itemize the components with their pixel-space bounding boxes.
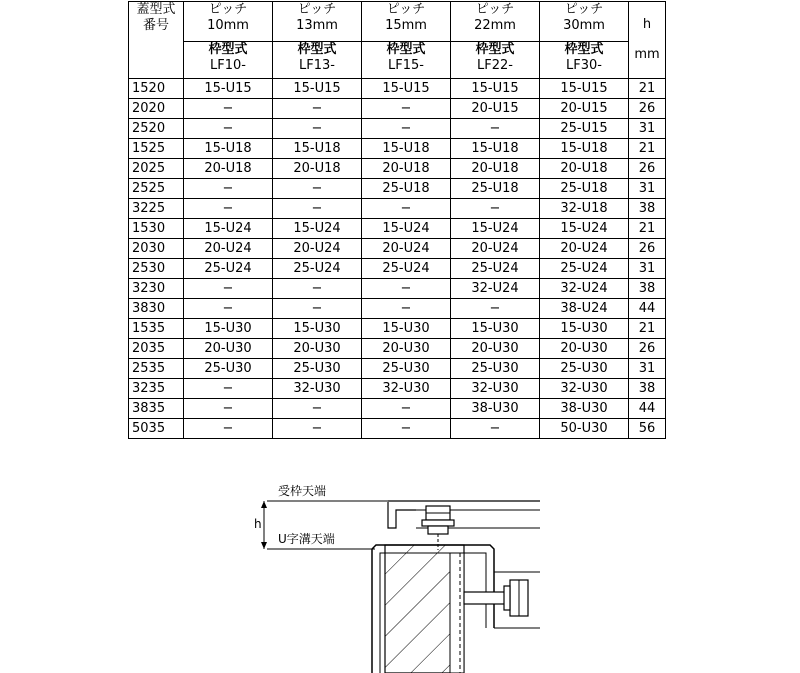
pitch-label: ピッチ — [564, 2, 604, 17]
frame-model-cell: 38-U30 — [540, 399, 629, 419]
type-no-header — [129, 2, 184, 79]
h-value-cell: 26 — [629, 239, 666, 259]
top-bolt-washer — [422, 520, 454, 526]
frame-model-cell: 32-U24 — [540, 279, 629, 299]
frame-model-cell: 15-U15 — [273, 79, 362, 99]
frame-model-cell: 15-U18 — [540, 139, 629, 159]
frame-model-cell: 25-U18 — [362, 179, 451, 199]
frame-model-cell: 20-U24 — [451, 239, 540, 259]
table-row — [129, 319, 666, 339]
frame-top-label: 受枠天端 — [278, 484, 327, 498]
h-value-cell: 21 — [629, 139, 666, 159]
frame-model-cell: 25-U18 — [451, 179, 540, 199]
frame-model-cell: 15-U15 — [540, 79, 629, 99]
frame-model-cell: 20-U30 — [540, 339, 629, 359]
frame-model-cell: 25-U30 — [451, 359, 540, 379]
frame-model-cell: − — [362, 419, 451, 439]
frame-model-cell: 15-U18 — [273, 139, 362, 159]
frame-model-cell: 15-U18 — [451, 139, 540, 159]
frame-model-cell: 15-U30 — [273, 319, 362, 339]
table-row — [129, 139, 666, 159]
h-value-cell: 56 — [629, 419, 666, 439]
table-row — [129, 359, 666, 379]
frame-value: LF22- — [477, 58, 513, 73]
frame-model-cell: 32-U30 — [362, 379, 451, 399]
frame-model-cell: 20-U24 — [362, 239, 451, 259]
type-no-cell: 2520 — [129, 119, 184, 139]
frame-value: LF15- — [388, 58, 424, 73]
frame-model-cell: − — [273, 179, 362, 199]
pitch-header-5 — [540, 2, 629, 42]
frame-model-cell: − — [184, 399, 273, 419]
table-row — [129, 339, 666, 359]
h-label: h — [642, 17, 652, 32]
frame-model-cell: 15-U24 — [540, 219, 629, 239]
type-no-cell: 2535 — [129, 359, 184, 379]
table-row — [129, 399, 666, 419]
table-row — [129, 299, 666, 319]
pitch-value: 10mm — [207, 18, 249, 33]
type-no-cell: 1520 — [129, 79, 184, 99]
h-dim-label: h — [254, 517, 262, 531]
frame-model-cell: 20-U15 — [540, 99, 629, 119]
frame-model-cell: − — [273, 299, 362, 319]
frame-value: LF10- — [210, 58, 246, 73]
type-no-line-1: 蓋型式 — [136, 2, 176, 17]
frame-model-cell: 20-U18 — [451, 159, 540, 179]
frame-model-cell: 20-U24 — [184, 239, 273, 259]
type-no-cell: 5035 — [129, 419, 184, 439]
frame-model-cell: − — [362, 399, 451, 419]
frame-model-cell: 32-U30 — [273, 379, 362, 399]
header-row-bottom — [129, 42, 666, 79]
type-no-cell: 1530 — [129, 219, 184, 239]
h-value-cell: 21 — [629, 319, 666, 339]
table-row — [129, 99, 666, 119]
frame-model-cell: 15-U30 — [540, 319, 629, 339]
frame-model-cell: − — [273, 119, 362, 139]
h-value-cell: 44 — [629, 399, 666, 419]
frame-model-cell: 32-U24 — [451, 279, 540, 299]
table-row — [129, 279, 666, 299]
type-no-line-2: 番号 — [142, 18, 169, 33]
table-row — [129, 119, 666, 139]
frame-header-5 — [540, 42, 629, 79]
frame-model-cell: − — [184, 119, 273, 139]
frame-model-cell: 50-U30 — [540, 419, 629, 439]
pitch-header-2 — [273, 2, 362, 42]
frame-model-cell: 25-U24 — [451, 259, 540, 279]
frame-model-cell: 15-U24 — [451, 219, 540, 239]
frame-model-cell: 25-U15 — [540, 119, 629, 139]
type-no-cell: 2525 — [129, 179, 184, 199]
frame-label: 枠型式 — [386, 42, 426, 57]
type-no-cell: 3230 — [129, 279, 184, 299]
table-row — [129, 159, 666, 179]
frame-model-cell: 15-U24 — [273, 219, 362, 239]
side-bolt-shaft — [464, 592, 510, 604]
table-row — [129, 179, 666, 199]
type-no-cell: 2025 — [129, 159, 184, 179]
frame-model-cell: − — [451, 119, 540, 139]
h-value-cell: 38 — [629, 379, 666, 399]
h-value-cell: 21 — [629, 79, 666, 99]
frame-model-cell: 25-U30 — [362, 359, 451, 379]
frame-model-cell: 25-U18 — [540, 179, 629, 199]
frame-model-cell: 20-U30 — [362, 339, 451, 359]
table-body — [129, 79, 666, 439]
table-row — [129, 259, 666, 279]
frame-model-cell: 20-U30 — [273, 339, 362, 359]
pitch-value: 30mm — [563, 18, 605, 33]
top-bolt-nut — [428, 526, 448, 534]
frame-model-cell: 25-U24 — [273, 259, 362, 279]
frame-model-cell: 32-U30 — [451, 379, 540, 399]
table-row — [129, 199, 666, 219]
frame-model-cell: − — [184, 99, 273, 119]
table-row — [129, 379, 666, 399]
frame-model-cell: − — [451, 199, 540, 219]
frame-model-cell: 38-U30 — [451, 399, 540, 419]
frame-model-cell: − — [273, 399, 362, 419]
frame-model-cell: 20-U18 — [540, 159, 629, 179]
frame-model-cell: − — [273, 419, 362, 439]
frame-model-cell: 20-U18 — [273, 159, 362, 179]
spec-table — [128, 1, 666, 439]
frame-angle — [388, 502, 416, 528]
h-unit: mm — [634, 47, 660, 62]
h-value-cell: 31 — [629, 259, 666, 279]
frame-model-cell: 38-U24 — [540, 299, 629, 319]
frame-model-cell: − — [273, 99, 362, 119]
frame-model-cell: − — [273, 279, 362, 299]
frame-model-cell: − — [451, 299, 540, 319]
h-value-cell: 26 — [629, 99, 666, 119]
frame-model-cell: 15-U30 — [451, 319, 540, 339]
frame-model-cell: − — [184, 419, 273, 439]
frame-value: LF30- — [566, 58, 602, 73]
frame-model-cell: 15-U30 — [184, 319, 273, 339]
frame-model-cell: 15-U18 — [184, 139, 273, 159]
frame-model-cell: 25-U24 — [184, 259, 273, 279]
h-value-cell: 26 — [629, 159, 666, 179]
frame-label: 枠型式 — [564, 42, 604, 57]
frame-model-cell: 20-U18 — [362, 159, 451, 179]
pitch-header-3 — [362, 2, 451, 42]
side-bolt-washer — [504, 586, 510, 610]
pitch-header-1 — [184, 2, 273, 42]
table-row — [129, 219, 666, 239]
type-no-cell: 3835 — [129, 399, 184, 419]
frame-model-cell: 32-U18 — [540, 199, 629, 219]
frame-model-cell: 15-U24 — [184, 219, 273, 239]
frame-model-cell: 25-U30 — [540, 359, 629, 379]
frame-header-2 — [273, 42, 362, 79]
h-value-cell: 31 — [629, 179, 666, 199]
h-value-cell: 44 — [629, 299, 666, 319]
table-row — [129, 419, 666, 439]
header-row-top — [129, 2, 666, 42]
h-value-cell: 21 — [629, 219, 666, 239]
type-no-cell: 2530 — [129, 259, 184, 279]
frame-model-cell: − — [184, 379, 273, 399]
type-no-cell: 1535 — [129, 319, 184, 339]
type-no-cell: 2020 — [129, 99, 184, 119]
pitch-label: ピッチ — [475, 2, 515, 17]
table-row — [129, 79, 666, 99]
frame-model-cell: − — [184, 199, 273, 219]
frame-model-cell: 15-U15 — [184, 79, 273, 99]
table-row — [129, 239, 666, 259]
pitch-header-4 — [451, 2, 540, 42]
frame-model-cell: 25-U24 — [540, 259, 629, 279]
frame-model-cell: − — [362, 119, 451, 139]
h-value-cell: 38 — [629, 199, 666, 219]
h-header — [629, 2, 666, 79]
type-no-cell: 2030 — [129, 239, 184, 259]
frame-model-cell: 20-U18 — [184, 159, 273, 179]
type-no-cell: 3830 — [129, 299, 184, 319]
frame-header-1 — [184, 42, 273, 79]
frame-model-cell: − — [184, 279, 273, 299]
h-value-cell: 26 — [629, 339, 666, 359]
frame-model-cell: 25-U24 — [362, 259, 451, 279]
frame-model-cell: − — [184, 299, 273, 319]
h-value-cell: 38 — [629, 279, 666, 299]
frame-label: 枠型式 — [297, 42, 337, 57]
pitch-label: ピッチ — [386, 2, 426, 17]
pitch-value: 22mm — [474, 18, 516, 33]
frame-model-cell: 20-U24 — [540, 239, 629, 259]
type-no-cell: 1525 — [129, 139, 184, 159]
pitch-label: ピッチ — [297, 2, 337, 17]
type-no-cell: 3225 — [129, 199, 184, 219]
pitch-value: 15mm — [385, 18, 427, 33]
frame-label: 枠型式 — [208, 42, 248, 57]
frame-model-cell: 20-U30 — [184, 339, 273, 359]
frame-model-cell: 20-U24 — [273, 239, 362, 259]
h-value-cell: 31 — [629, 359, 666, 379]
frame-model-cell: − — [451, 419, 540, 439]
frame-model-cell: − — [362, 199, 451, 219]
frame-header-3 — [362, 42, 451, 79]
h-arrow-top — [261, 501, 267, 508]
frame-model-cell: − — [273, 199, 362, 219]
frame-model-cell: − — [362, 279, 451, 299]
frame-model-cell: − — [362, 299, 451, 319]
frame-model-cell: 15-U15 — [451, 79, 540, 99]
frame-model-cell: 20-U15 — [451, 99, 540, 119]
frame-model-cell: 15-U30 — [362, 319, 451, 339]
frame-model-cell: − — [362, 99, 451, 119]
frame-model-cell: 25-U30 — [273, 359, 362, 379]
frame-model-cell: 20-U30 — [451, 339, 540, 359]
frame-header-4 — [451, 42, 540, 79]
frame-model-cell: 15-U15 — [362, 79, 451, 99]
frame-model-cell: 32-U30 — [540, 379, 629, 399]
channel-top-label: U字溝天端 — [278, 532, 335, 546]
frame-model-cell: 15-U18 — [362, 139, 451, 159]
frame-model-cell: − — [184, 179, 273, 199]
type-no-cell: 2035 — [129, 339, 184, 359]
wall-inner-face — [450, 553, 464, 673]
type-no-cell: 3235 — [129, 379, 184, 399]
frame-value: LF13- — [299, 58, 335, 73]
pitch-value: 13mm — [296, 18, 338, 33]
section-diagram — [240, 470, 560, 673]
frame-model-cell: 15-U24 — [362, 219, 451, 239]
frame-model-cell: 25-U30 — [184, 359, 273, 379]
frame-label: 枠型式 — [475, 42, 515, 57]
pitch-label: ピッチ — [208, 2, 248, 17]
h-arrow-bottom — [261, 542, 267, 549]
h-value-cell: 31 — [629, 119, 666, 139]
